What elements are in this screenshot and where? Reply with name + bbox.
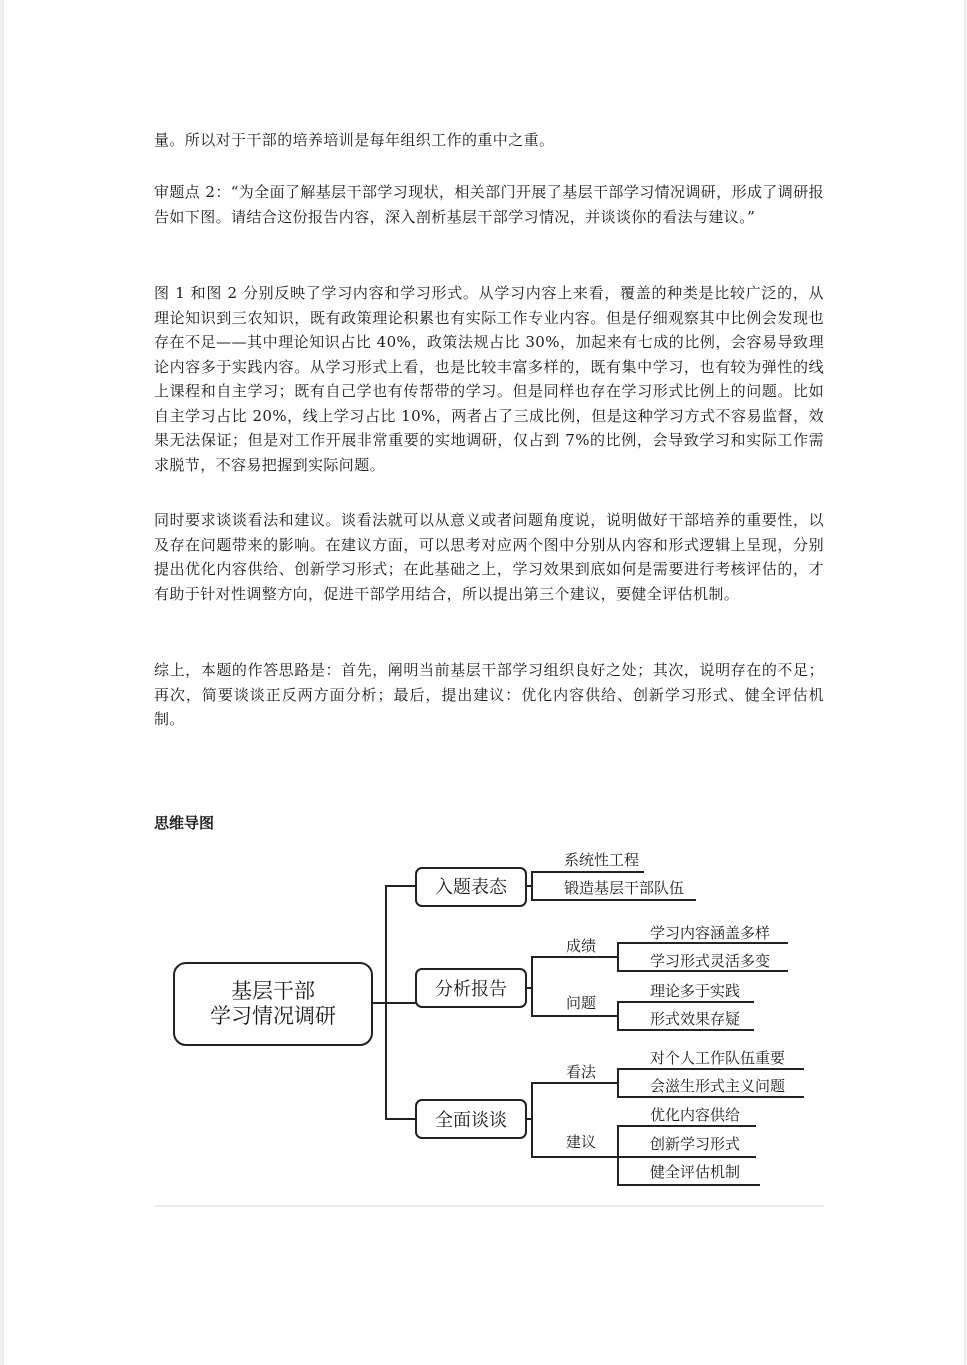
leaf-b3-g2-3: 健全评估机制 [650, 1163, 741, 1181]
image-bottom-edge [154, 1205, 824, 1207]
group-label-b2-2: 问题 [566, 994, 597, 1012]
paragraph-chart-analysis: 图 1 和图 2 分别反映了学习内容和学习形式。从学习内容上来看，覆盖的种类是比较广泛的，从理论知识到三农知识，既有政策理论积累也有实际工作专业内容。但是仔细观察其中比例会发现也存在不足——其中理论知识占比 40%，政策法规占比 30%，加起来有七成的比例，会容易导致理论内容多于实践内容。从学习形式上看，也是比较丰富多样的，既有集中学习，也有较为弹性的线上课程和自主学习；既有自己学也有传帮带的学习。但是同样也存在学习形式比例上的问题。比如自主学习占比 20%，线上学习占比 10%，两者占了三成比例，但是这种学习方式不容易监督，效果无法保证；但是对工作开展非常重要的实地调研，仅占到 7%的比例，会导致学习和实际工作需求脱节，不容易把握到实际问题。 [154, 284, 824, 474]
branch-label-3: 全面谈谈 [435, 1110, 507, 1131]
group-label-b3-2: 建议 [566, 1133, 597, 1151]
leaf-b2-g1-2: 学习形式灵活多变 [650, 952, 771, 970]
branch-label-2: 分析报告 [435, 979, 507, 1000]
leaf-b3-g1-1: 对个人工作队伍重要 [650, 1049, 786, 1067]
leaf-b3-g1-2: 会滋生形式主义问题 [650, 1077, 786, 1095]
paragraph-intro-tail: 量。所以对于干部的培养培训是每年组织工作的重中之重。 [154, 131, 555, 149]
leaf-b1-2: 锻造基层干部队伍 [564, 879, 685, 897]
paragraph-opinion-advice: 同时要求谈谈看法和建议。谈看法就可以从意义或者问题角度说，说明做好干部培养的重要性，以及存在问题带来的影响。在建议方面，可以思考对应两个图中分别从内容和形式逻辑上呈现，分别提出优化内容供给、创新学习形式；在此基础之上，学习效果到底如何是需要进行考核评估的，才有助于针对性调整方向，促进干部学用结合，所以提出第三个建议，要健全评估机制。 [154, 511, 824, 603]
paragraph-question-2: 审题点 2：“为全面了解基层干部学习现状，相关部门开展了基层干部学习情况调研，形成了调研报告如下图。请结合这份报告内容，深入剖析基层干部学习情况，并谈谈你的看法与建议。” [154, 183, 824, 226]
leaf-b3-g2-1: 优化内容供给 [650, 1106, 741, 1124]
root-line1: 基层干部 [231, 979, 315, 1003]
root-line2: 学习情况调研 [210, 1004, 336, 1028]
leaf-b2-g2-1: 理论多于实践 [650, 982, 741, 1000]
connector-b2-group1 [526, 957, 614, 988]
group-label-b3-1: 看法 [566, 1063, 597, 1081]
mindmap-heading: 思维导图 [154, 814, 215, 832]
branch-label-1: 入题表态 [435, 877, 507, 898]
connector-root-branch3 [386, 1003, 416, 1119]
connector-root-branch1 [372, 886, 416, 1003]
mind-map [4, 830, 964, 1220]
document-page [4, 0, 964, 1365]
leaf-b3-g2-2: 创新学习形式 [650, 1135, 741, 1153]
paragraph-summary: 综上，本题的作答思路是：首先，阐明当前基层干部学习组织良好之处；其次，说明存在的不足；再次，简要谈谈正反两方面分析；最后，提出建议：优化内容供给、创新学习形式、健全评估机制。 [154, 661, 824, 728]
group-label-b2-1: 成绩 [566, 937, 597, 955]
connector-b3-group1 [526, 1083, 614, 1119]
leaf-b2-g1-1: 学习内容涵盖多样 [650, 924, 771, 942]
leaf-b1-1: 系统性工程 [564, 851, 640, 869]
leaf-b2-g2-2: 形式效果存疑 [650, 1010, 741, 1028]
